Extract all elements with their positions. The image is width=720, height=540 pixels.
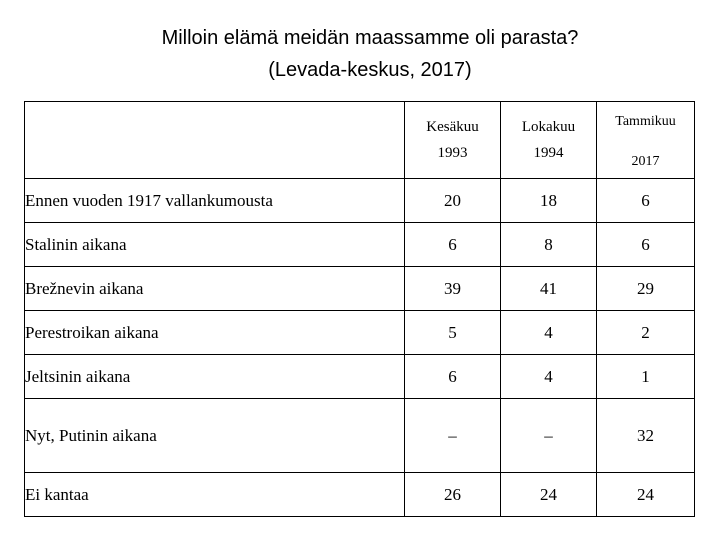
table-cell: 18 [501, 179, 597, 223]
table-cell: 6 [405, 355, 501, 399]
header-cell [405, 102, 501, 179]
table-row [25, 223, 695, 267]
row-label: Brežnevin aikana [25, 267, 405, 311]
header-month: Lokakuu [521, 119, 576, 135]
results-table [24, 101, 695, 517]
header-year: 2017 [631, 154, 660, 169]
row-label: Ennen vuoden 1917 vallankumousta [25, 179, 405, 223]
table-cell: 8 [501, 223, 597, 267]
table-row [25, 267, 695, 311]
table-cell: 6 [405, 223, 501, 267]
table-cell: – [405, 399, 501, 473]
table-cell: 5 [405, 311, 501, 355]
table-cell: 6 [597, 223, 695, 267]
table-cell: 24 [501, 473, 597, 517]
table-cell: 4 [501, 311, 597, 355]
table-row [25, 473, 695, 517]
header-month: Kesäkuu [426, 119, 479, 135]
row-label: Nyt, Putinin aikana [25, 399, 405, 473]
header-empty-cell [25, 102, 405, 179]
table-cell: 32 [597, 399, 695, 473]
table-cell: – [501, 399, 597, 473]
row-label: Ei kantaa [25, 473, 405, 517]
table-cell: 41 [501, 267, 597, 311]
table-row [25, 355, 695, 399]
table-row [25, 179, 695, 223]
title-line-1: Milloin elämä meidän maassamme oli parasta? [161, 27, 579, 49]
table-row [25, 311, 695, 355]
title-line-2: (Levada-keskus, 2017) [268, 59, 472, 81]
row-label: Jeltsinin aikana [25, 355, 405, 399]
table-cell: 20 [405, 179, 501, 223]
table-row [25, 399, 695, 473]
header-cell [597, 102, 695, 179]
table-cell: 2 [597, 311, 695, 355]
header-month: Tammikuu [615, 114, 676, 129]
table-cell: 6 [597, 179, 695, 223]
header-year: 1993 [437, 145, 468, 161]
table-cell: 39 [405, 267, 501, 311]
table-cell: 29 [597, 267, 695, 311]
table-header-row [25, 102, 695, 179]
header-year: 1994 [533, 145, 564, 161]
table-cell: 4 [501, 355, 597, 399]
row-label: Perestroikan aikana [25, 311, 405, 355]
table-cell: 26 [405, 473, 501, 517]
page-title [0, 22, 720, 86]
table-cell: 1 [597, 355, 695, 399]
table-cell: 24 [597, 473, 695, 517]
row-label: Stalinin aikana [25, 223, 405, 267]
header-cell [501, 102, 597, 179]
